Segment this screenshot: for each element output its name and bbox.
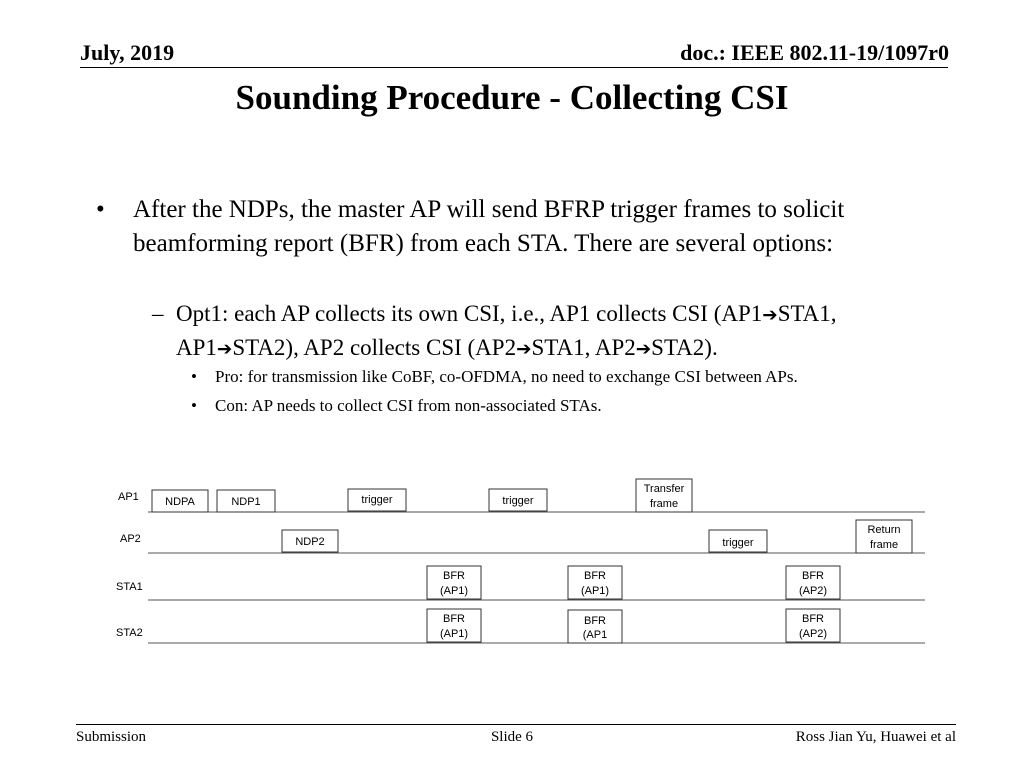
right-arrow-icon: ➔ [516, 339, 532, 360]
bullet-marker-level3-con: • [191, 396, 197, 415]
frame-sta1-bfr-2 [568, 566, 622, 599]
svg-text:(AP2): (AP2) [798, 628, 828, 640]
svg-text:(AP1): (AP1) [439, 628, 469, 640]
svg-text:BFR: BFR [802, 613, 824, 625]
svg-text:frame: frame [869, 539, 899, 551]
bullet-level2-part4: STA1, AP2 [531, 335, 636, 360]
svg-text:trigger: trigger [722, 537, 754, 549]
svg-text:(AP1): (AP1) [580, 585, 610, 597]
lane-label-sta1: STA1 [116, 581, 143, 593]
frame-ap2-trigger [709, 530, 767, 552]
frame-sta2-bfr-1 [427, 609, 481, 642]
lane-label-ap2: AP2 [120, 533, 141, 545]
frame-ap1-ndpa [152, 490, 208, 512]
svg-text:BFR: BFR [584, 615, 606, 627]
footer-submission: Submission [76, 729, 147, 745]
frame-ap1-transfer [636, 479, 692, 512]
svg-text:Transfer: Transfer [643, 483, 685, 495]
bullet-level3-con: Con: AP needs to collect CSI from non-associated STAs. [215, 396, 602, 415]
lane-label-sta2: STA2 [116, 627, 143, 639]
svg-text:BFR: BFR [443, 570, 465, 582]
right-arrow-icon: ➔ [762, 305, 778, 326]
frame-ap1-trigger-2 [489, 489, 547, 511]
lane-label-ap1: AP1 [118, 491, 139, 503]
frame-sta2-bfr-3 [786, 609, 840, 642]
slide-title: Sounding Procedure - Collecting CSI [235, 78, 789, 117]
frame-ap1-trigger-1 [348, 489, 406, 511]
bullet-level2-part2: STA1, AP1 [176, 301, 837, 360]
svg-text:trigger: trigger [361, 494, 393, 506]
footer-rule [76, 724, 956, 725]
svg-text:NDP1: NDP1 [231, 496, 261, 508]
bullet-level2-part5: STA2). [651, 335, 718, 360]
svg-text:(AP1: (AP1 [582, 629, 608, 641]
footer-authors: Ross Jian Yu, Huawei et al [795, 729, 956, 745]
frame-sta1-bfr-1 [427, 566, 481, 599]
svg-text:Return: Return [867, 524, 901, 536]
frame-ap2-return [856, 520, 912, 553]
bullet-marker-level1: • [96, 196, 105, 223]
frame-ap1-ndp1 [217, 490, 275, 512]
svg-text:(AP2): (AP2) [798, 585, 828, 597]
bullet-marker-level3-pro: • [191, 367, 197, 386]
svg-text:BFR: BFR [802, 570, 824, 582]
svg-text:NDPA: NDPA [165, 496, 195, 508]
frame-sta2-bfr-2 [568, 610, 622, 643]
right-arrow-icon: ➔ [216, 339, 233, 360]
bullet-level2-part1: Opt1: each AP collects its own CSI, i.e., AP1 collects CSI (AP1 [176, 301, 763, 326]
svg-text:BFR: BFR [584, 570, 606, 582]
svg-text:(AP1): (AP1) [439, 585, 469, 597]
header-date: July, 2019 [80, 40, 175, 65]
frame-ap2-ndp2 [282, 530, 338, 552]
bullet-level1-text: After the NDPs, the master AP will send BFRP trigger frames to solicit beamforming report (BFR) from each STA. There are several options: [133, 196, 845, 257]
bullet-level3-pro: Pro: for transmission like CoBF, co-OFDMA, no need to exchange CSI between APs. [215, 367, 798, 386]
header-doc-id: doc.: IEEE 802.11-19/1097r0 [680, 40, 949, 65]
bullet-level2-part3: STA2), AP2 collects CSI (AP2 [232, 335, 517, 360]
svg-text:frame: frame [649, 498, 679, 510]
bullet-marker-level2: – [152, 301, 164, 326]
svg-text:BFR: BFR [443, 613, 465, 625]
svg-text:NDP2: NDP2 [295, 536, 325, 548]
footer-slide-number: Slide 6 [490, 729, 534, 745]
right-arrow-icon: ➔ [635, 339, 652, 360]
svg-text:trigger: trigger [502, 495, 534, 507]
frame-sta1-bfr-3 [786, 566, 840, 599]
